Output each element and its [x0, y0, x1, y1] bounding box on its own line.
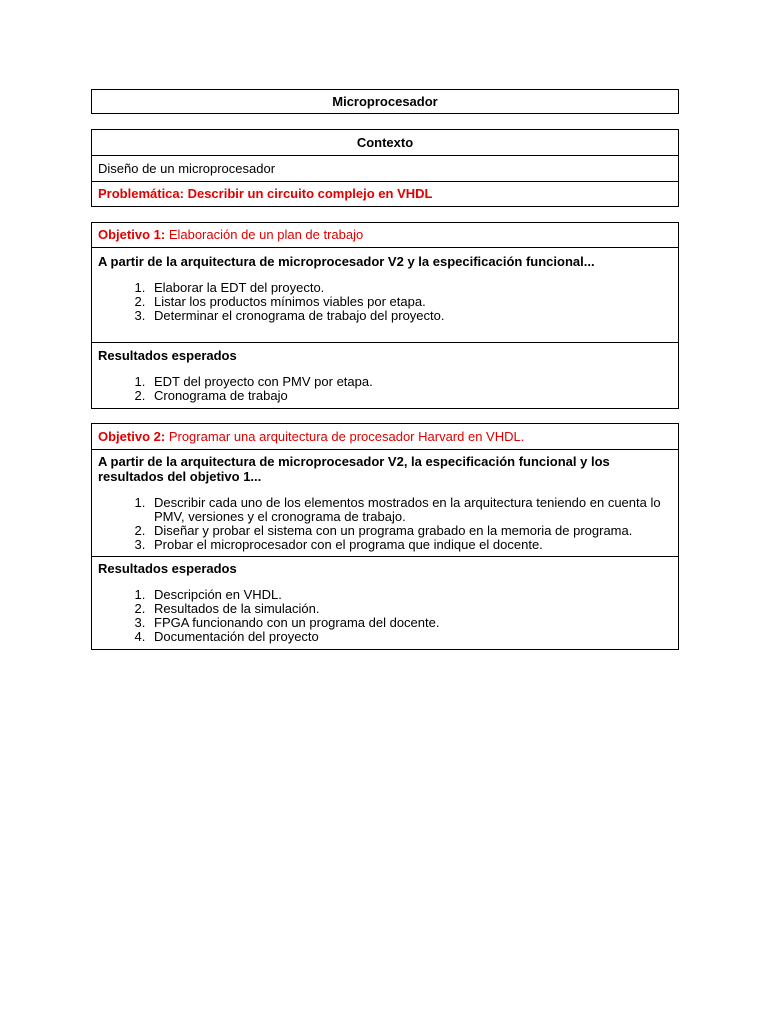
list-item: 1. EDT del proyecto con PMV por etapa. — [149, 375, 672, 389]
contexto-table — [91, 129, 679, 207]
objetivo1-results — [92, 343, 678, 403]
objetivo2-results — [92, 557, 678, 644]
list-item: 3. FPGA funcionando con un programa del docente. — [149, 616, 672, 630]
objetivo1-header — [92, 223, 678, 248]
list-item: 1. Elaborar la EDT del proyecto. — [149, 281, 672, 295]
objetivo2-results-header: Resultados esperados — [98, 561, 237, 576]
contexto-description: Diseño de un microprocesador — [92, 156, 678, 182]
objetivo2-table — [91, 423, 679, 650]
objetivo2-steps — [98, 496, 672, 552]
title-box — [91, 89, 679, 114]
objetivo1-body — [92, 248, 678, 343]
list-item: 2. Listar los productos mínimos viables por etapa. — [149, 295, 672, 309]
objetivo1-lead: A partir de la arquitectura de microprocesador V2 y la especificación funcional... — [98, 254, 595, 269]
objetivo1-label: Objetivo 1: — [98, 227, 166, 242]
list-item: 2. Diseñar y probar el sistema con un programa grabado en la memoria de programa. — [149, 524, 662, 538]
list-item: 2. Cronograma de trabajo — [149, 389, 672, 403]
list-item: 3. Determinar el cronograma de trabajo del proyecto. — [149, 309, 672, 323]
list-item: 4. Documentación del proyecto — [149, 630, 672, 644]
list-item: 1. Describir cada uno de los elementos mostrados en la arquitectura teniendo en cuenta lo PMV, versiones y el cronograma de trabajo. — [149, 496, 662, 524]
objetivo2-label: Objetivo 2: — [98, 429, 166, 444]
objetivo1-results-list — [98, 375, 672, 403]
contexto-header: Contexto — [92, 130, 678, 156]
list-item: 1. Descripción en VHDL. — [149, 588, 672, 602]
objetivo1-steps — [98, 281, 672, 323]
objetivo2-body — [92, 450, 678, 557]
list-item: 3. Probar el microprocesador con el programa que indique el docente. — [149, 538, 662, 552]
objetivo2-results-list — [98, 588, 672, 644]
objetivo1-text: Elaboración de un plan de trabajo — [168, 227, 364, 242]
problematica-text: Problemática: Describir un circuito complejo en VHDL — [98, 186, 433, 201]
objetivo1-results-header: Resultados esperados — [98, 348, 237, 363]
document-title: Microprocesador — [332, 94, 438, 109]
objetivo2-lead: A partir de la arquitectura de microprocesador V2, la especificación funcional y los resultados del objetivo 1... — [98, 454, 610, 484]
objetivo2-header — [92, 424, 678, 450]
list-item: 2. Resultados de la simulación. — [149, 602, 672, 616]
objetivo1-table — [91, 222, 679, 409]
objetivo2-text: Programar una arquitectura de procesador Harvard en VHDL. — [168, 429, 525, 444]
